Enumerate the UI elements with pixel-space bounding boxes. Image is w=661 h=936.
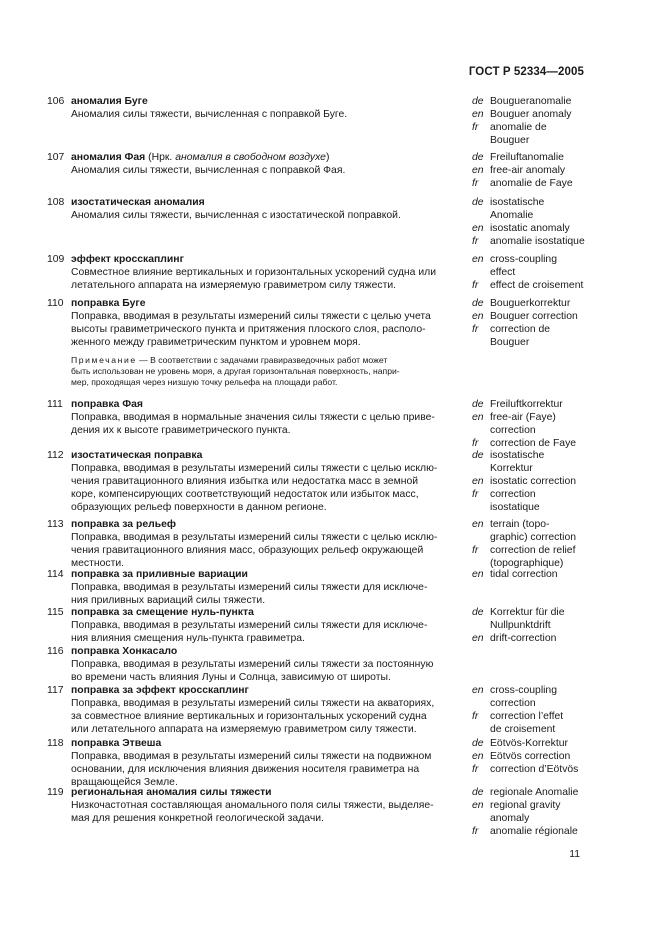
language-code: en (472, 109, 484, 120)
note-line (71, 355, 461, 366)
note-line (71, 366, 461, 377)
term-body (71, 196, 461, 222)
language-code: en (472, 476, 484, 487)
language-code: de (472, 152, 484, 163)
definition-line: Поправка, вводимая в результаты измерений силы тяжести за постоянную (71, 659, 434, 670)
language-code: en (472, 800, 484, 811)
equivalent-line: isostatique (490, 502, 540, 513)
term-body (71, 684, 461, 736)
term-line (71, 568, 461, 581)
term-line (71, 737, 461, 750)
definition-line: ния влияния смещения нуль-пункта гравиметра. (71, 633, 305, 644)
language-code: en (472, 751, 484, 762)
term-body (71, 398, 461, 437)
term-number: 116 (47, 646, 64, 657)
equivalent (472, 121, 592, 147)
equivalent (472, 684, 592, 710)
definition-line: образующих рельеф поверхности в данном регионе. (71, 502, 327, 513)
term-line (71, 449, 461, 462)
term-title: поправка Этвеша (71, 738, 162, 749)
equivalent-line: Eötvös correction (490, 751, 571, 762)
term-number: 106 (47, 96, 65, 107)
equivalent (472, 763, 592, 776)
equivalent-line: correction de Faye (490, 438, 577, 449)
term-number: 112 (47, 450, 64, 461)
term-extra-end: ) (325, 152, 330, 163)
language-code: fr (472, 122, 479, 133)
equivalent (472, 488, 592, 514)
definition-line: женного между гравиметрическим пунктом и уровнем моря. (71, 337, 361, 348)
equivalent (472, 606, 592, 632)
equivalent-line: isostatische (490, 197, 545, 208)
definition-line: мая для решения конкретной геологической задачи. (71, 813, 324, 824)
equivalent (472, 235, 592, 248)
definition-line: Аномалия силы тяжести, вычисленная с изостатической поправкой. (71, 210, 401, 221)
note-label: Примечание (71, 355, 137, 365)
equivalent-line: Bouguer correction (490, 311, 578, 322)
term-number: 110 (47, 298, 64, 309)
term-line (71, 684, 461, 697)
equivalent (472, 710, 592, 736)
language-code: fr (472, 489, 479, 500)
term-line (71, 606, 461, 619)
foreign-equivalents (472, 786, 592, 838)
foreign-equivalents (472, 568, 592, 581)
language-code: fr (472, 178, 479, 189)
definition-line: Поправка, вводимая в результаты измерений силы тяжести с целью учета (71, 311, 431, 322)
foreign-equivalents (472, 253, 592, 292)
equivalent-line: correction d’Eötvös (490, 764, 579, 775)
equivalent (472, 518, 592, 544)
foreign-equivalents (472, 151, 592, 190)
equivalent-line: anomalie régionale (490, 826, 578, 837)
equivalent-line: Nullpunktdrift (490, 620, 551, 631)
equivalent (472, 108, 592, 121)
term-body (71, 449, 461, 514)
term-line (71, 786, 461, 799)
equivalent-line: graphic) correction (490, 532, 577, 543)
equivalent (472, 310, 592, 323)
foreign-equivalents (472, 398, 592, 450)
language-code: de (472, 197, 484, 208)
definition-line: вращающейся Земле. (71, 777, 178, 788)
equivalent-line: isostatic correction (490, 476, 577, 487)
language-code: en (472, 165, 484, 176)
note (71, 355, 461, 389)
definition-line: Поправка, вводимая в результаты измерений силы тяжести на подвижном (71, 751, 432, 762)
equivalent-line: cross-coupling (490, 685, 557, 696)
equivalent-line: free-air anomaly (490, 165, 566, 176)
language-code: en (472, 223, 484, 234)
definition-line: высоты гравиметрического пункта и притяжения плоского слоя, располо- (71, 324, 426, 335)
equivalent (472, 95, 592, 108)
foreign-equivalents (472, 95, 592, 147)
term-body (71, 737, 461, 789)
definition-line: Поправка, вводимая в результаты измерений силы тяжести для исключе- (71, 620, 428, 631)
term-body (71, 606, 461, 645)
definition-line: Поправка, вводимая в нормальные значения силы тяжести с целью приве- (71, 412, 435, 423)
foreign-equivalents (472, 449, 592, 514)
equivalent (472, 253, 592, 279)
equivalent (472, 151, 592, 164)
note-text: мер, проходящая через низшую точку рельефа на площади работ. (71, 377, 338, 388)
term-body (71, 95, 461, 121)
equivalent-line: Bouguer (490, 337, 530, 348)
language-code: fr (472, 280, 479, 291)
term-number: 115 (47, 607, 64, 618)
equivalent (472, 632, 592, 645)
equivalent-line: Bouguer (490, 135, 530, 146)
equivalent-line: correction de (490, 324, 551, 335)
equivalent (472, 449, 592, 475)
term-title: аномалия Буге (71, 96, 148, 107)
equivalent-line: Korrektur für die (490, 607, 565, 618)
note-line (71, 377, 461, 388)
term-number: 113 (47, 519, 64, 530)
definition-line: основании, для исключения влияния движения носителя гравиметра на (71, 764, 420, 775)
language-code: fr (472, 236, 479, 247)
foreign-equivalents (472, 297, 592, 349)
equivalent-line: isostatic anomaly (490, 223, 570, 234)
equivalent-line: cross-coupling (490, 254, 557, 265)
language-code: fr (472, 438, 479, 449)
equivalent-line: (topographique) (490, 558, 564, 569)
term-number: 107 (47, 152, 65, 163)
equivalent-line: Bouguerkorrektur (490, 298, 571, 309)
term-title: поправка за эффект кросскаплинг (71, 685, 249, 696)
equivalent-line: Anomalie (490, 210, 534, 221)
equivalent (472, 737, 592, 750)
language-code: de (472, 607, 484, 618)
foreign-equivalents (472, 518, 592, 570)
term-title: поправка Хонкасало (71, 646, 178, 657)
language-code: fr (472, 826, 479, 837)
equivalent-line: correction (490, 489, 536, 500)
term-body (71, 568, 461, 607)
equivalent (472, 222, 592, 235)
equivalent-line: Bougueranomalie (490, 96, 572, 107)
equivalent-line: Bouguer anomaly (490, 109, 572, 120)
term-line (71, 196, 461, 209)
language-code: de (472, 450, 484, 461)
equivalent-line: anomalie de Faye (490, 178, 573, 189)
term-body (71, 786, 461, 825)
definition-line: местности. (71, 558, 125, 569)
language-code: en (472, 633, 484, 644)
equivalent (472, 398, 592, 411)
language-code: de (472, 787, 484, 798)
note-text: быть использован не уровень моря, а другая горизонтальная поверхность, напри- (71, 366, 400, 377)
language-code: en (472, 311, 484, 322)
definition-line: или летательного аппарата на измеряемую гравиметром силу тяжести. (71, 724, 417, 735)
equivalent (472, 411, 592, 437)
language-code: en (472, 412, 484, 423)
language-code: de (472, 96, 484, 107)
page-number: 11 (569, 849, 580, 860)
term-number: 114 (47, 569, 64, 580)
definition-line: за совместное влияние вертикальных и горизонтальных ускорений судна (71, 711, 427, 722)
term-line (71, 645, 461, 658)
equivalent-line: correction (490, 425, 536, 436)
language-code: de (472, 399, 484, 410)
equivalent (472, 177, 592, 190)
term-title: аномалия Фая (71, 152, 146, 163)
equivalent (472, 475, 592, 488)
term-line (71, 398, 461, 411)
language-code: en (472, 519, 484, 530)
term-title: изостатическая поправка (71, 450, 203, 461)
equivalent (472, 323, 592, 349)
definition-line: ния приливных вариаций силы тяжести. (71, 595, 266, 606)
equivalent-line: regional gravity (490, 800, 561, 811)
term-line (71, 253, 461, 266)
equivalent (472, 799, 592, 825)
note-dash: — (136, 355, 151, 365)
term-extra: (Нрк. (148, 152, 176, 163)
equivalent-line: correction (490, 698, 536, 709)
term-line (71, 297, 461, 310)
equivalent-line: Eötvös-Korrektur (490, 738, 568, 749)
term-number: 119 (47, 787, 64, 798)
term-body (71, 518, 461, 570)
term-body (71, 253, 461, 292)
equivalent (472, 825, 592, 838)
term-number: 111 (47, 399, 63, 410)
definition-line: во времени часть влияния Луны и Солнца, зависимую от широты. (71, 672, 391, 683)
language-code: fr (472, 764, 479, 775)
definition-line: дения их к высоте гравиметрического пункта. (71, 425, 291, 436)
term-title: поправка за приливные вариации (71, 569, 248, 580)
term-title: поправка за рельеф (71, 519, 176, 530)
term-title: изостатическая аномалия (71, 197, 205, 208)
equivalent-line: tidal correction (490, 569, 558, 580)
definition-line: Совместное влияние вертикальных и горизонтальных ускорений судна или (71, 267, 436, 278)
term-title: эффект кросскаплинг (71, 254, 184, 265)
definition-line: Поправка, вводимая в результаты измерений силы тяжести с целью исклю- (71, 532, 438, 543)
equivalent-line: regionale Anomalie (490, 787, 579, 798)
language-code: en (472, 254, 484, 265)
term-body (71, 645, 461, 684)
equivalent-line: terrain (topo- (490, 519, 550, 530)
term-line (71, 95, 461, 108)
term-number: 118 (47, 738, 64, 749)
language-code: de (472, 298, 484, 309)
language-code: fr (472, 324, 479, 335)
term-body (71, 151, 461, 177)
equivalent (472, 786, 592, 799)
equivalent-line: effect (490, 267, 516, 278)
deprecated-term: аномалия в свободном воздухе (175, 152, 326, 163)
language-code: en (472, 685, 484, 696)
term-title: региональная аномалия силы тяжести (71, 787, 272, 798)
equivalent-line: correction l’effet (490, 711, 564, 722)
equivalent (472, 279, 592, 292)
definition-line: Аномалия силы тяжести, вычисленная с поправкой Буге. (71, 109, 348, 120)
standard-header: ГОСТ Р 52334—2005 (468, 66, 584, 78)
definition-line: Поправка, вводимая в результаты измерений силы тяжести для исключе- (71, 582, 428, 593)
definition-line: летательного аппарата на измеряемую гравиметром силу тяжести. (71, 280, 397, 291)
definition-line: чения гравитационного влияния масс, образующих рельеф окружающей (71, 545, 424, 556)
term-line (71, 518, 461, 531)
equivalent-line: anomaly (490, 813, 530, 824)
definition-line: Низкочастотная составляющая аномального поля силы тяжести, выделяе- (71, 800, 434, 811)
foreign-equivalents (472, 684, 592, 736)
equivalent-line: effect de croisement (490, 280, 584, 291)
foreign-equivalents (472, 606, 592, 645)
note-text: В соответствии с задачами гравиразведочных работ может (150, 355, 388, 365)
foreign-equivalents (472, 196, 592, 248)
equivalent-line: drift-correction (490, 633, 557, 644)
term-number: 117 (47, 685, 64, 696)
equivalent-line: Freiluftanomalie (490, 152, 564, 163)
term-title: поправка Фая (71, 399, 143, 410)
equivalent-line: isostatische (490, 450, 545, 461)
term-body (71, 297, 461, 389)
language-code: fr (472, 545, 479, 556)
term-number: 109 (47, 254, 65, 265)
equivalent (472, 164, 592, 177)
term-title: поправка за смещение нуль-пункта (71, 607, 254, 618)
definition-line: чения гравитационного влияния избытка или недостатка масс в земной (71, 476, 419, 487)
definition-line: Поправка, вводимая в результаты измерений силы тяжести с целью исклю- (71, 463, 438, 474)
foreign-equivalents (472, 737, 592, 776)
term-title: поправка Буге (71, 298, 146, 309)
equivalent (472, 297, 592, 310)
equivalent-line: anomalie isostatique (490, 236, 585, 247)
equivalent (472, 196, 592, 222)
equivalent-line: correction de relief (490, 545, 576, 556)
language-code: en (472, 569, 484, 580)
equivalent-line: de croisement (490, 724, 556, 735)
language-code: de (472, 738, 484, 749)
equivalent (472, 568, 592, 581)
equivalent (472, 544, 592, 570)
equivalent-line: Freiluftkorrektur (490, 399, 563, 410)
term-number: 108 (47, 197, 65, 208)
equivalent (472, 750, 592, 763)
equivalent-line: free-air (Faye) (490, 412, 556, 423)
equivalent-line: Korrektur (490, 463, 533, 474)
definition-line: Аномалия силы тяжести, вычисленная с поправкой Фая. (71, 165, 346, 176)
definition-line: Поправка, вводимая в результаты измерений силы тяжести на акваториях, (71, 698, 435, 709)
term-line (71, 151, 461, 164)
equivalent-line: anomalie de (490, 122, 547, 133)
definition-line: коре, компенсирующих соответствующий недостаток или избыток масс, (71, 489, 419, 500)
language-code: fr (472, 711, 479, 722)
